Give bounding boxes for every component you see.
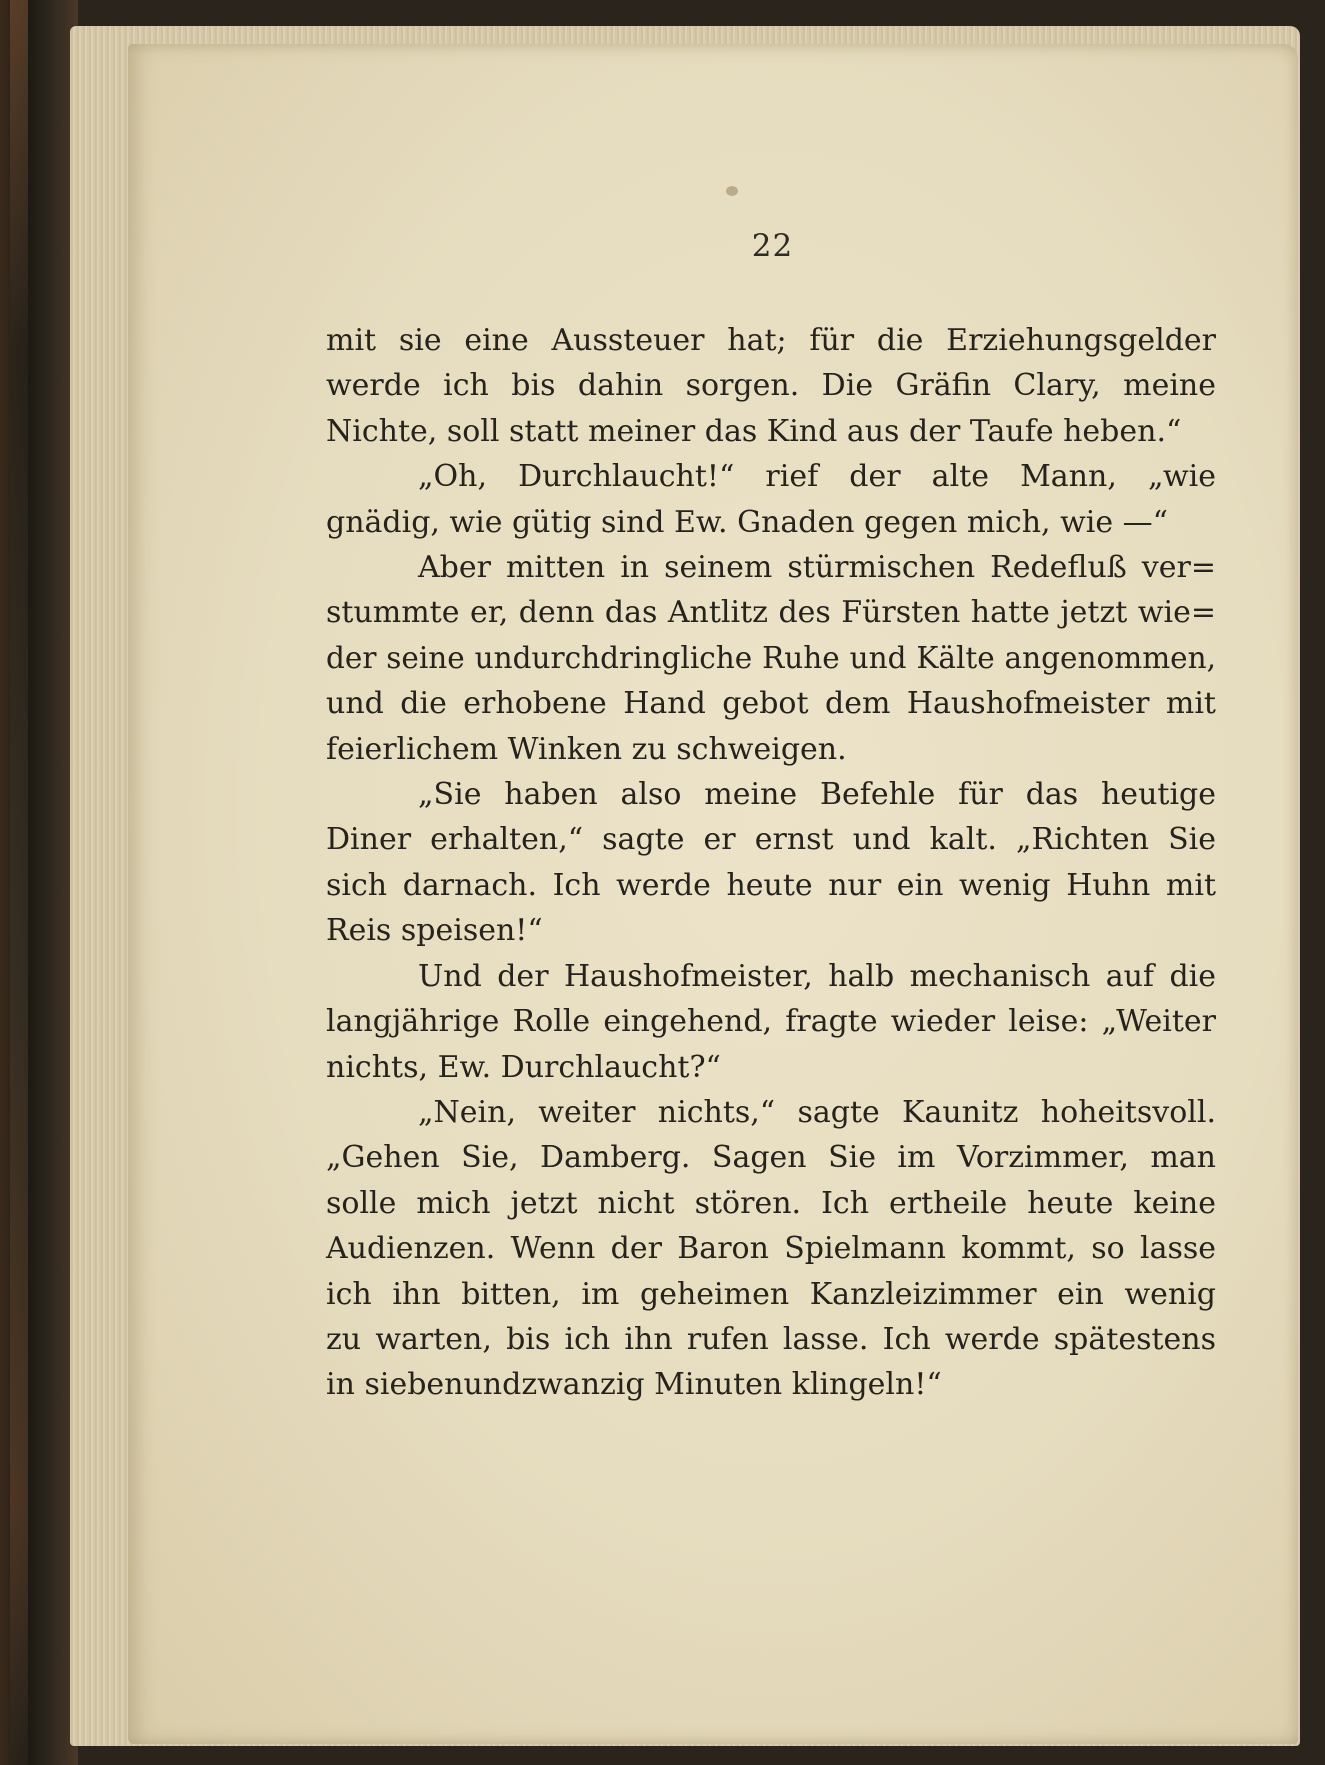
text-line: Nichte, soll statt meiner das Kind aus der Taufe heben.“ [326, 413, 1182, 449]
text-line: Und der Haushofmeister, halb mechanisch auf die [418, 958, 1216, 994]
text-line: Audienzen. Wenn der Baron Spielmann kommt, so lasse [326, 1231, 1216, 1267]
text-line: in siebenundzwanzig Minuten klingeln!“ [326, 1367, 942, 1403]
text-line: „Nein, weiter nichts,“ sagte Kaunitz hoheitsvoll. [418, 1094, 1216, 1130]
body-text [326, 318, 1216, 1408]
text-line: Diner erhalten,“ sagte er ernst und kalt. „Richten Sie [326, 822, 1216, 858]
text-line: sich darnach. Ich werde heute nur ein wenig Huhn mit [326, 867, 1216, 903]
text-line: stummte er, denn das Antlitz des Fürsten hatte jetzt wie= [326, 595, 1216, 631]
book-binding [0, 0, 78, 1765]
text-line: „Sie haben also meine Befehle für das heutige [418, 777, 1216, 813]
text-line: solle mich jetzt nicht stören. Ich ertheile heute keine [326, 1185, 1216, 1221]
text-line: zu warten, bis ich ihn rufen lasse. Ich werde spätestens [326, 1321, 1216, 1357]
text-line: nichts, Ew. Durchlaucht?“ [326, 1049, 721, 1085]
text-line: und die erhobene Hand gebot dem Haushofmeister mit [326, 686, 1216, 722]
text-line: feierlichem Winken zu schweigen. [326, 731, 847, 767]
text-line: „Gehen Sie, Damberg. Sagen Sie im Vorzimmer, man [326, 1140, 1216, 1176]
text-line: langjährige Rolle eingehend, fragte wieder leise: „Weiter [326, 1004, 1216, 1040]
page-number: 22 [751, 228, 794, 264]
text-line: gnädig, wie gütig sind Ew. Gnaden gegen mich, wie —“ [326, 504, 1169, 540]
text-line: werde ich bis dahin sorgen. Die Gräfin Clary, meine [326, 368, 1216, 404]
text-line: mit sie eine Aussteuer hat; für die Erziehungsgelder [326, 323, 1216, 358]
text-line: Reis speisen!“ [326, 913, 543, 949]
text-line: Aber mitten in seinem stürmischen Redefluß ver= [418, 550, 1216, 586]
text-line: ich ihn bitten, im geheimen Kanzleizimmer ein wenig [326, 1276, 1216, 1312]
ink-stain [726, 186, 738, 196]
text-line: „Oh, Durchlaucht!“ rief der alte Mann, „wie [418, 459, 1216, 495]
text-line: der seine undurchdringliche Ruhe und Kälte angenommen, [326, 640, 1216, 675]
